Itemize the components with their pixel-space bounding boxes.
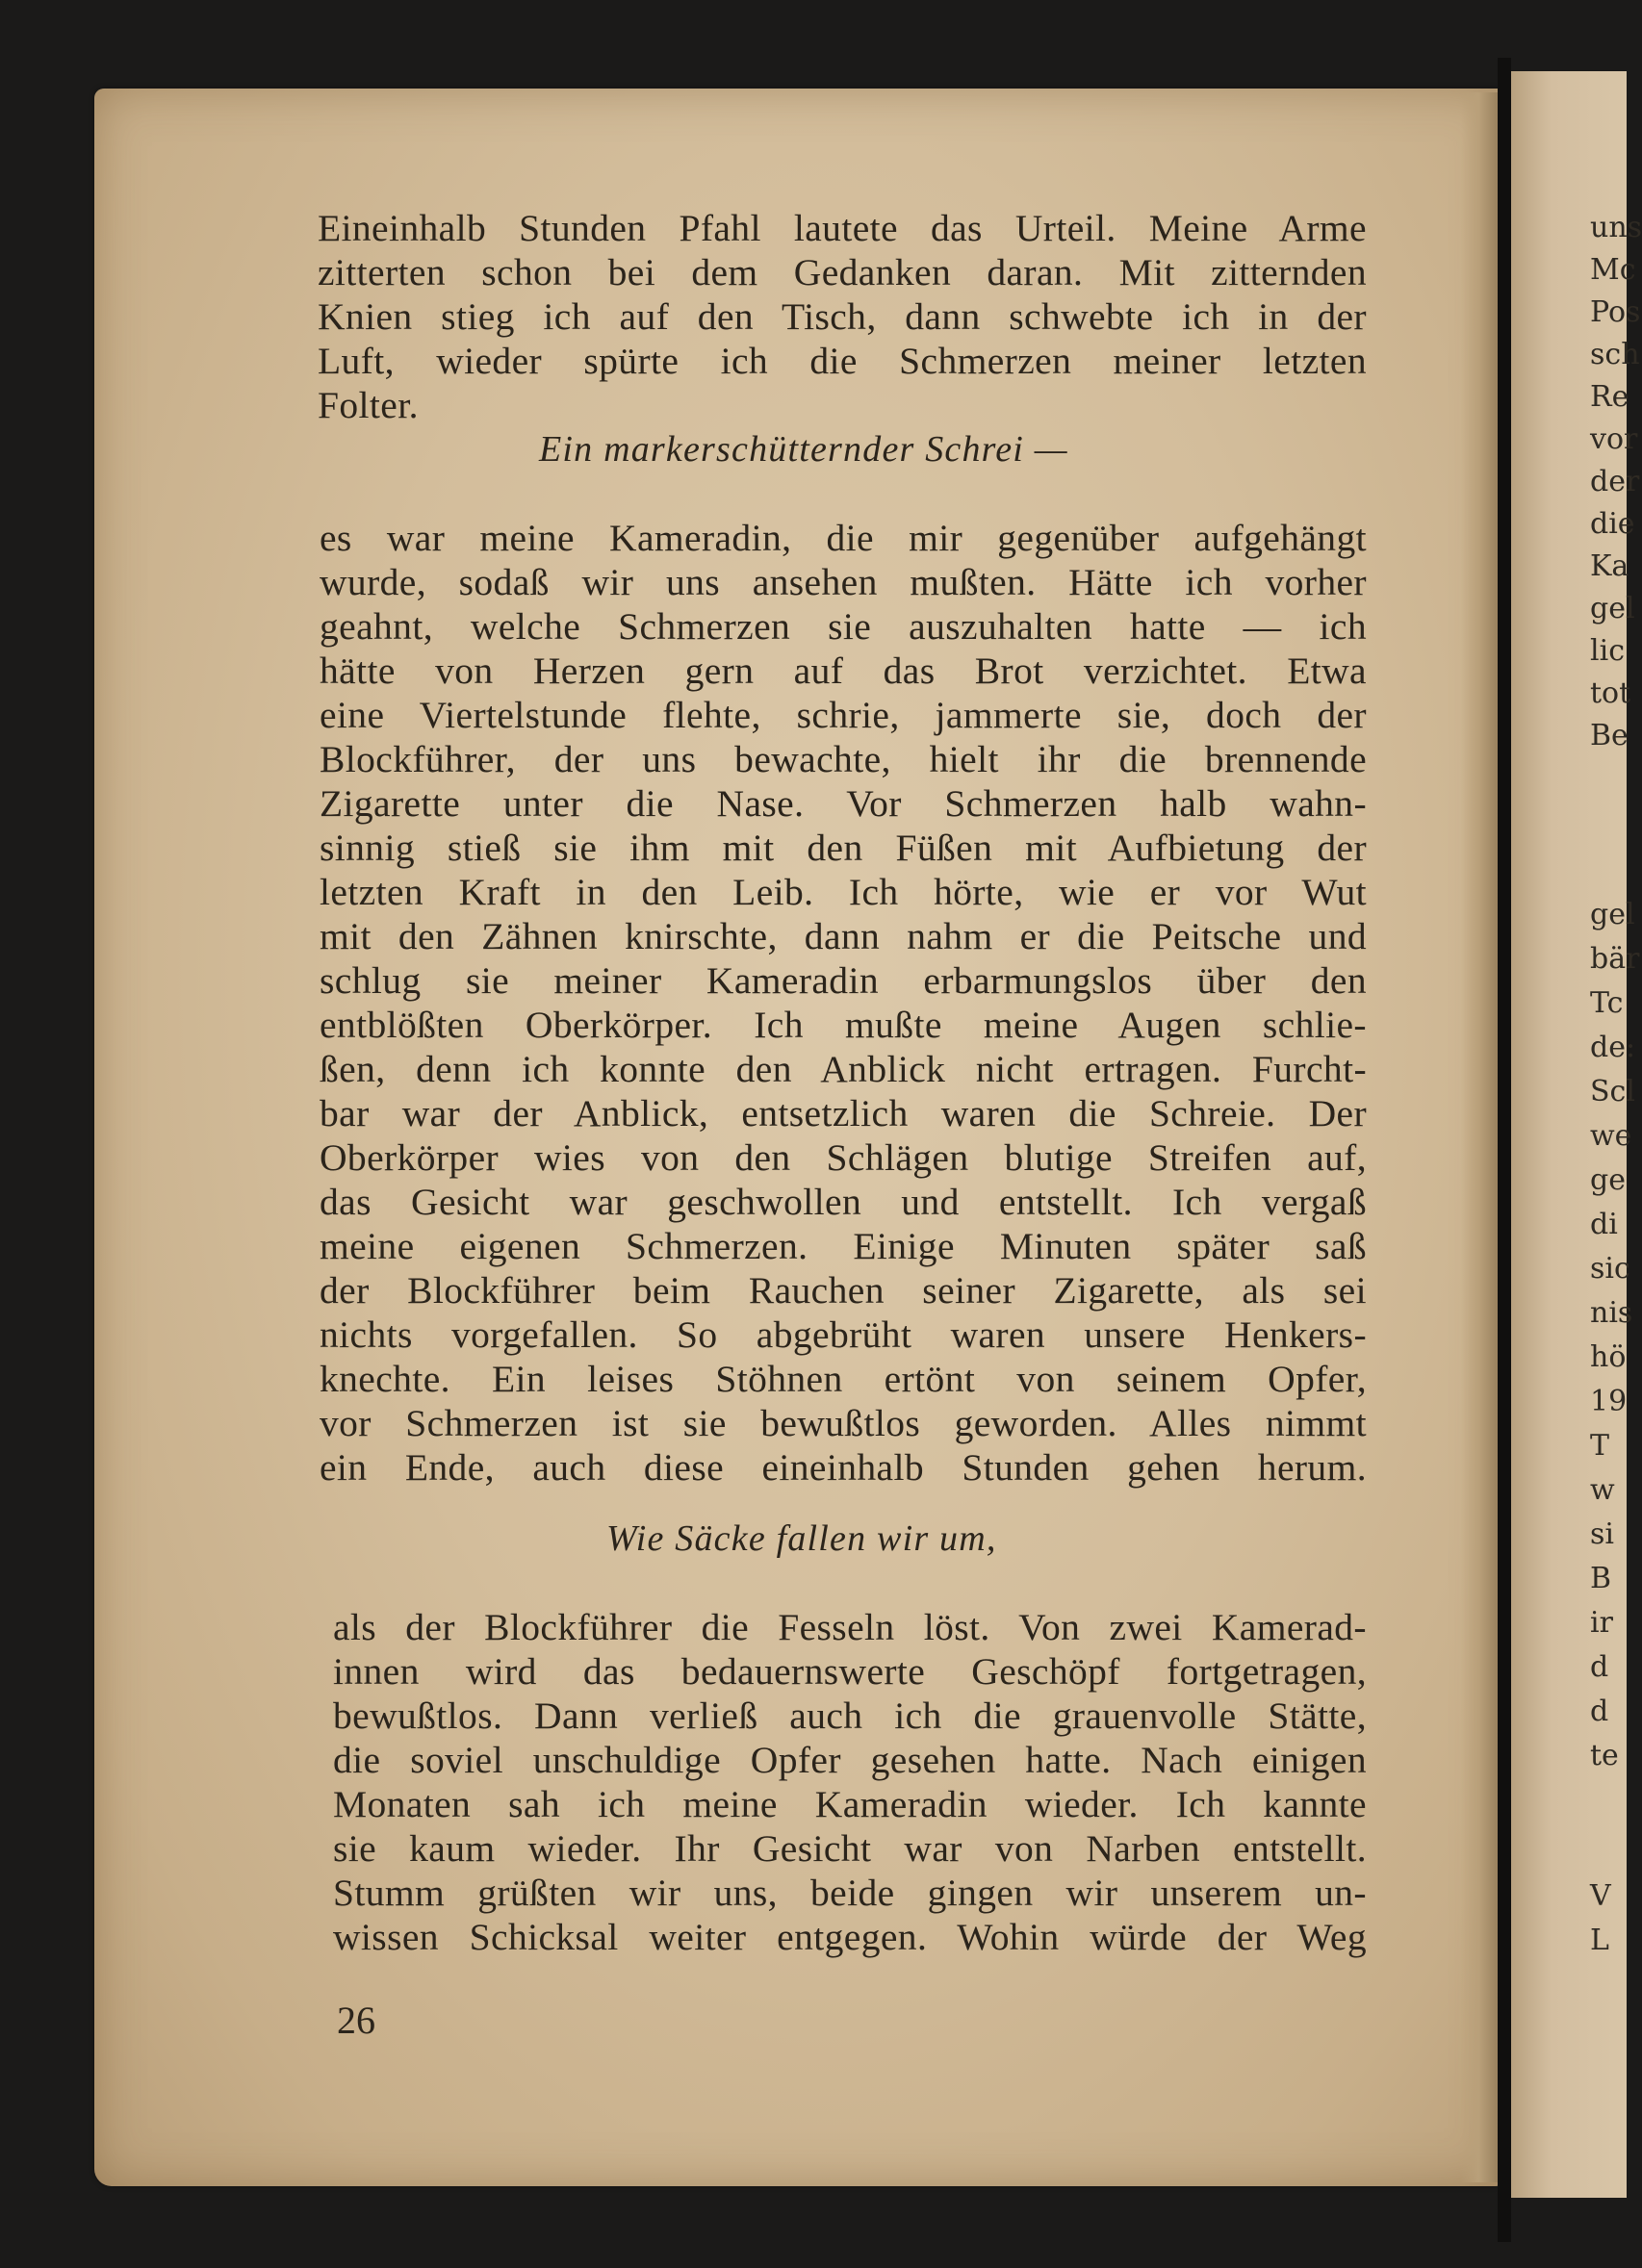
facing-fragment: sic [1590,1252,1630,1286]
text-line: der Blockführer beim Rauchen seiner Zigarette, als sei [320,1269,1367,1312]
text-line: ein Ende, auch diese eineinhalb Stunden gehen herum. [320,1446,1367,1489]
facing-fragment: de: [1590,1031,1636,1064]
facing-fragment: nis [1590,1296,1633,1330]
facing-fragment: si [1590,1517,1614,1551]
facing-fragment: Ka [1590,549,1629,583]
text-line: sie kaum wieder. Ihr Gesicht war von Narben entstellt. [333,1827,1367,1870]
facing-fragment: di [1590,1208,1618,1241]
facing-fragment: vor [1590,422,1638,456]
text-line: Knien stieg ich auf den Tisch, dann schwebte ich in der [318,295,1367,338]
facing-fragment: L [1590,1924,1609,1957]
facing-fragment: bär [1590,942,1640,976]
facing-fragment: 19 [1590,1385,1628,1418]
text-line: bar war der Anblick, entsetzlich waren die Schreie. Der [320,1092,1367,1134]
text-line: das Gesicht war geschwollen und entstellt. Ich vergaß [320,1181,1367,1223]
text-line: zitterten schon bei dem Gedanken daran. Mit zitternden [318,251,1367,293]
facing-fragment: Pos [1590,295,1641,329]
text-line: vor Schmerzen ist sie bewußtlos geworden. Alles nimmt [320,1402,1367,1444]
book-gutter [1498,58,1511,2242]
text-line: entblößten Oberkörper. Ich mußte meine Augen schlie- [320,1004,1367,1046]
page-number: 26 [337,1999,375,2042]
text-line: die soviel unschuldige Opfer gesehen hatte. Nach einigen [333,1739,1367,1781]
facing-fragment: hö [1590,1340,1627,1374]
facing-fragment: Mc [1590,253,1636,287]
text-line: sinnig stieß sie ihm mit den Füßen mit Aufbietung der [320,827,1367,869]
text-line: mit den Zähnen knirschte, dann nahm er die Peitsche und [320,915,1367,957]
section-heading: Ein markerschütternder Schrei — [539,429,1068,470]
text-line: Eineinhalb Stunden Pfahl lautete das Urteil. Meine Arme [318,207,1367,249]
facing-fragment: te [1590,1739,1619,1772]
facing-fragment: Tc [1590,986,1624,1020]
facing-fragment: der [1590,465,1640,498]
facing-fragment: uns [1590,211,1642,244]
text-line: Oberkörper wies von den Schlägen blutige Streifen auf, [320,1136,1367,1179]
text-line: es war meine Kameradin, die mir gegenüber aufgehängt [320,517,1367,559]
facing-fragment: V [1590,1879,1611,1913]
text-line: hätte von Herzen gern auf das Brot verzichtet. Etwa [320,650,1367,692]
text-line: schlug sie meiner Kameradin erbarmungslos über den [320,959,1367,1002]
text-line: letzten Kraft in den Leib. Ich hörte, wie er vor Wut [320,871,1367,913]
facing-fragment: d [1590,1650,1609,1684]
text-line: Monaten sah ich meine Kameradin wieder. Ich kannte [333,1783,1367,1825]
text-line: als der Blockführer die Fesseln löst. Von zwei Kamerad- [333,1606,1367,1648]
facing-page-edge [1511,71,1642,2198]
text-line: Folter. [318,384,419,426]
text-line: eine Viertelstunde flehte, schrie, jammerte sie, doch der [320,694,1367,736]
facing-fragment: d [1590,1695,1609,1728]
facing-fragment: gel [1590,898,1635,931]
text-line: Luft, wieder spürte ich die Schmerzen meiner letzten [318,340,1367,382]
facing-fragment: tot [1590,676,1631,710]
text-line: geahnt, welche Schmerzen sie auszuhalten hatte — ich [320,605,1367,648]
section-heading: Wie Säcke fallen wir um, [606,1518,997,1559]
facing-fragment: Re [1590,380,1629,414]
facing-fragment: sch [1590,338,1640,371]
facing-fragment: we [1590,1119,1632,1153]
text-line: innen wird das bedauernswerte Geschöpf fortgetragen, [333,1650,1367,1693]
facing-fragment: B [1590,1562,1612,1595]
text-line: meine eigenen Schmerzen. Einige Minuten später saß [320,1225,1367,1267]
text-line: Stumm grüßten wir uns, beide gingen wir unserem un- [333,1872,1367,1914]
text-line: wurde, sodaß wir uns ansehen mußten. Hätte ich vorher [320,561,1367,603]
facing-fragment: gel [1590,592,1635,625]
text-line: knechte. Ein leises Stöhnen ertönt von seinem Opfer, [320,1358,1367,1400]
text-line: nichts vorgefallen. So abgebrüht waren unsere Henkers- [320,1313,1367,1356]
text-line: ßen, denn ich konnte den Anblick nicht ertragen. Furcht- [320,1048,1367,1090]
facing-fragment: ir [1590,1606,1613,1640]
text-line: bewußtlos. Dann verließ auch ich die grauenvolle Stätte, [333,1695,1367,1737]
facing-fragment: w [1590,1473,1615,1507]
text-line: Zigarette unter die Nase. Vor Schmerzen halb wahn- [320,782,1367,825]
facing-fragment: T [1590,1429,1610,1463]
facing-fragment: die [1590,507,1635,541]
facing-fragment: Be [1590,719,1629,752]
text-line: wissen Schicksal weiter entgegen. Wohin würde der Weg [333,1916,1367,1958]
facing-fragment: ge [1590,1163,1626,1197]
facing-fragment: lic [1590,634,1625,668]
text-line: Blockführer, der uns bewachte, hielt ihr die brennende [320,738,1367,780]
facing-fragment: Scl [1590,1075,1635,1109]
